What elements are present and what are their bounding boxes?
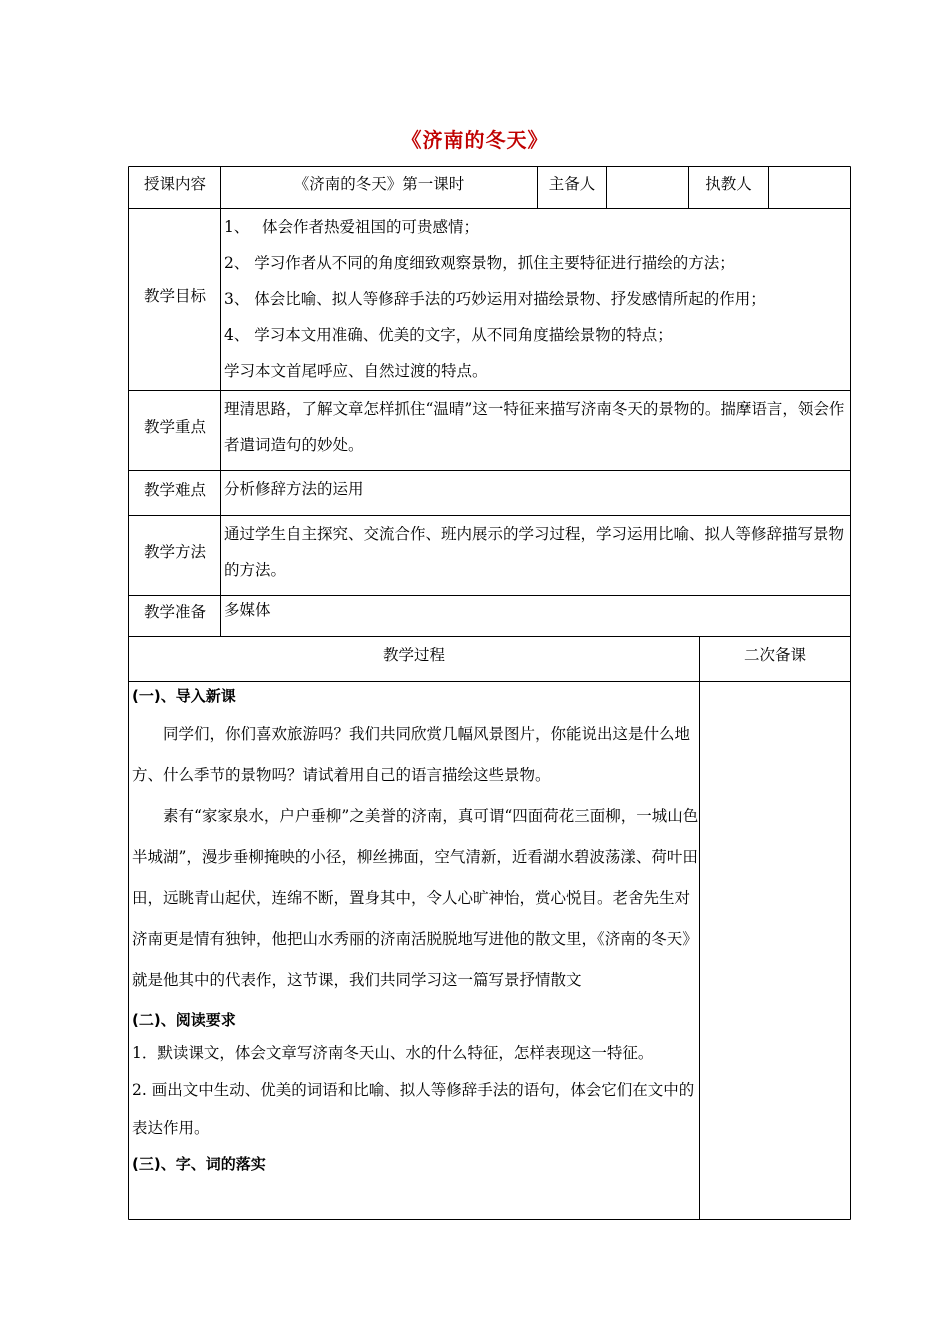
paragraph: 素有“家家泉水，户户垂柳”之美誉的济南，真可谓“四面荷花三面柳，一城山色半城湖”，漫步垂柳掩映的小径，柳丝拂面，空气清新，近看湖水碧波荡漾、荷叶田田，远眺青山起伏，连绵不断，置身其中，令人心旷神怡，赏心悦目。老舍先生对济南更是情有独钟，他把山水秀丽的济南活脱脱地写进他的散文里，《济南的冬天》就是他其中的代表作，这节课，我们共同学习这一篇写景抒情散文: [132, 807, 699, 989]
objective-item: 4、 学习本文用准确、优美的文字，从不同角度描绘景物的特点；: [224, 326, 673, 344]
objectives-label: 教学目标: [143, 286, 206, 305]
preparer-label: 主备人: [548, 175, 596, 193]
objective-item: 3、 体会比喻、拟人等修辞手法的巧妙运用对描绘景物、抒发感情所起的作用；: [224, 290, 766, 308]
paragraph: 同学们，你们喜欢旅游吗？我们共同欣赏几幅风景图片，你能说出这是什么地方、什么季节的景物吗？请试着用自己的语言描绘这些景物。: [132, 725, 691, 784]
methods-label: 教学方法: [143, 543, 206, 561]
section-heading: (一)、导入新课: [132, 687, 236, 705]
section-heading: (二)、阅读要求: [132, 1011, 236, 1029]
list-item: 2. 画出文中生动、优美的词语和比喻、拟人等修辞手法的语句，体会它们在文中的表达作用。: [132, 1081, 695, 1137]
preparation-text: 多媒体: [224, 601, 271, 619]
preparation-label: 教学准备: [143, 603, 206, 621]
content-label: 授课内容: [143, 175, 206, 193]
objective-item: 2、 学习作者从不同的角度细致观察景物，抓住主要特征进行描绘的方法；: [224, 254, 735, 272]
document-title: 《济南的冬天》: [401, 128, 549, 152]
list-item: 1．默读课文，体会文章写济南冬天山、水的什么特征，怎样表现这一特征。: [132, 1044, 654, 1062]
methods-text: 通过学生自主探究、交流合作、班内展示的学习过程，学习运用比喻、拟人等修辞描写景物的方法。: [224, 525, 845, 579]
objectives-list: [221, 209, 850, 389]
secondary-prep-label: 二次备课: [743, 646, 806, 664]
section-heading: (三)、字、词的落实: [132, 1155, 266, 1173]
objective-item: 1、 体会作者热爱祖国的可贵感情；: [224, 218, 480, 236]
teacher-label: 执教人: [705, 175, 752, 193]
objective-item: 学习本文首尾呼应、自然过渡的特点。: [224, 362, 488, 380]
difficulties-label: 教学难点: [143, 481, 206, 499]
process-body: [129, 682, 699, 1179]
key-points-label: 教学重点: [143, 418, 206, 436]
content-value: 《济南的冬天》第一课时: [293, 175, 465, 193]
key-points-text: 理清思路，了解文章怎样抓住“温晴”这一特征来描写济南冬天的景物的。揣摩语言，领会作者遣词造句的妙处。: [224, 400, 845, 454]
preparer-value: [607, 167, 688, 199]
difficulties-text: 分析修辞方法的运用: [224, 480, 364, 498]
teacher-value: [769, 167, 850, 199]
process-label: 教学过程: [382, 646, 445, 664]
